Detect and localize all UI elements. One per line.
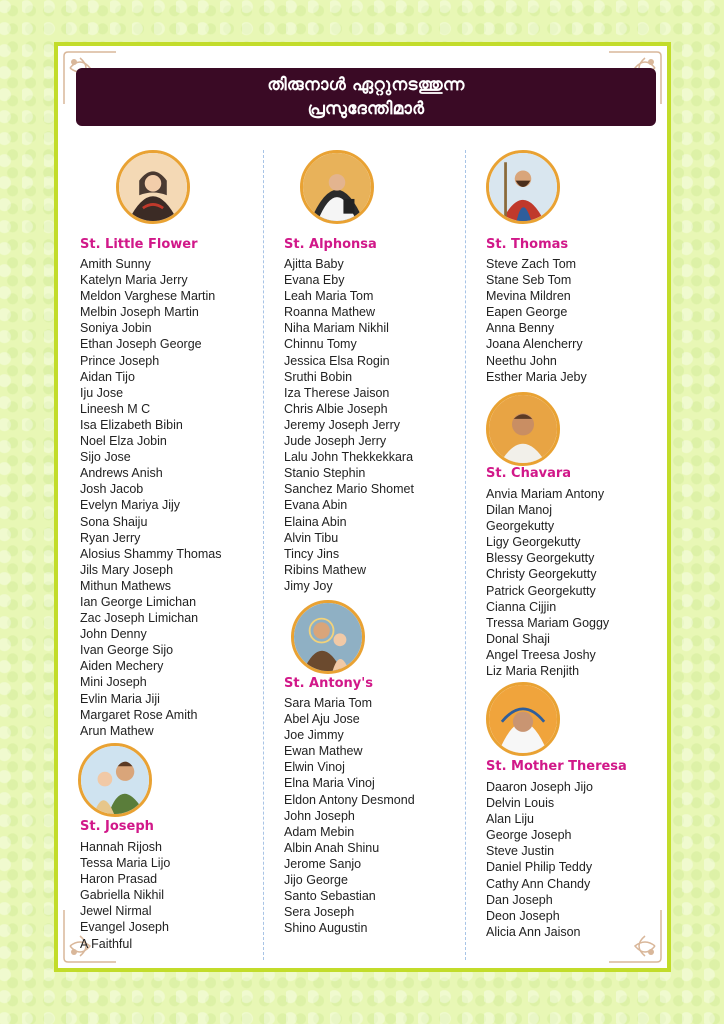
list-item: Evangel Joseph <box>80 920 169 935</box>
column-divider <box>465 150 466 960</box>
list-item: Jeremy Joseph Jerry <box>284 417 401 432</box>
list-item: Adam Mebin <box>284 824 355 839</box>
list-item: Mevina Mildren <box>486 289 571 304</box>
list-item: Ethan Joseph George <box>80 337 202 352</box>
list-item: Evelyn Mariya Jijy <box>80 498 181 513</box>
list-item: Evlin Maria Jiji <box>80 691 160 706</box>
list-item: Mithun Mathews <box>80 578 172 593</box>
list-item: Sara Maria Tom <box>284 696 372 710</box>
list-item: Steve Zach Tom <box>486 257 577 271</box>
name-list <box>486 256 587 385</box>
list-item: Margaret Rose Amith <box>80 707 198 722</box>
list-item: Josh Jacob <box>80 482 144 497</box>
list-item: Elwin Vinoj <box>284 760 345 775</box>
list-item: Christy Georgekutty <box>486 567 597 582</box>
list-item: Jessica Elsa Rogin <box>284 353 390 368</box>
list-item: Abel Aju Jose <box>284 712 360 727</box>
list-item: Esther Maria Jeby <box>486 369 587 384</box>
list-item: Evana Eby <box>284 273 345 288</box>
list-item: Amith Sunny <box>80 257 151 271</box>
list-item: Santo Sebastian <box>284 889 376 904</box>
list-item: Isa Elizabeth Bibin <box>80 417 183 432</box>
list-item: Georgekutty <box>486 519 555 534</box>
list-item: Tressa Mariam Goggy <box>486 615 610 630</box>
list-item: Anvia Mariam Antony <box>486 487 605 501</box>
list-item: Tessa Maria Lijo <box>80 856 171 871</box>
list-item: John Denny <box>80 627 147 642</box>
name-list <box>486 486 609 679</box>
list-item: Haron Prasad <box>80 872 158 887</box>
saint-title: St. Joseph <box>80 819 154 834</box>
list-item: Zac Joseph Limichan <box>80 611 199 626</box>
list-item: Gabriella Nikhil <box>80 888 165 903</box>
list-item: Ligy Georgekutty <box>486 535 581 550</box>
banner-line-1: തിരുനാൾ ഏറ്റുനടത്തുന്ന <box>267 75 465 95</box>
column-divider <box>263 150 264 960</box>
list-item: Mini Joseph <box>80 675 147 690</box>
saint-title: St. Antony's <box>284 676 373 691</box>
list-item: Evana Abin <box>284 498 348 513</box>
list-item: Deon Joseph <box>486 908 560 923</box>
corner-ornament-icon <box>605 906 665 966</box>
list-item: Arun Mathew <box>80 723 154 738</box>
list-item: Ryan Jerry <box>80 530 141 545</box>
list-item: Elna Maria Vinoj <box>284 776 375 791</box>
list-item: Iju Jose <box>80 385 124 400</box>
list-item: Dan Joseph <box>486 892 553 907</box>
list-item: Blessy Georgekutty <box>486 551 595 566</box>
list-item: Soniya Jobin <box>80 321 152 336</box>
list-item: George Joseph <box>486 828 572 843</box>
saint-title: St. Little Flower <box>80 237 198 252</box>
header-banner <box>76 68 656 126</box>
list-item: Albin Anah Shinu <box>284 840 380 855</box>
name-list <box>80 839 170 952</box>
poster-frame <box>54 42 671 972</box>
list-item: Anna Benny <box>486 321 555 336</box>
list-item: Sijo Jose <box>80 450 131 465</box>
list-item: Ewan Mathew <box>284 744 363 759</box>
list-item: Stane Seb Tom <box>486 273 572 288</box>
list-item: Jils Mary Joseph <box>80 562 174 577</box>
list-item: Sruthi Bobin <box>284 369 353 384</box>
list-item: Chris Albie Joseph <box>284 401 388 416</box>
list-item: Liz Maria Renjith <box>486 664 580 679</box>
list-item: Eapen George <box>486 305 568 320</box>
list-item: Elaina Abin <box>284 514 347 529</box>
list-item: Sanchez Mario Shomet <box>284 482 414 497</box>
list-item: Alicia Ann Jaison <box>486 924 581 939</box>
list-item: Cathy Ann Chandy <box>486 876 591 891</box>
st-joseph-portrait-icon <box>78 743 152 817</box>
st-alphonsa-portrait-icon <box>300 150 374 224</box>
name-list <box>284 256 414 594</box>
list-item: Jijo George <box>284 873 348 888</box>
list-item: Andrews Anish <box>80 466 163 481</box>
list-item: Melbin Joseph Martin <box>80 305 199 320</box>
banner-line-2: പ്രസുദേന്തിമാർ <box>307 99 425 119</box>
list-item: Cianna Cijjin <box>486 599 557 614</box>
st-mother-theresa-portrait-icon <box>486 682 560 756</box>
list-item: Lineesh M C <box>80 401 151 416</box>
list-item: Alan Liju <box>486 812 534 827</box>
list-item: Sona Shaiju <box>80 514 148 529</box>
st-antony-portrait-icon <box>291 600 365 674</box>
list-item: Sera Joseph <box>284 905 355 920</box>
list-item: Jerome Sanjo <box>284 856 362 871</box>
list-item: Alvin Tibu <box>284 530 339 545</box>
list-item: Donal Shaji <box>486 631 550 646</box>
list-item: Jewel Nirmal <box>80 904 152 919</box>
list-item: Roanna Mathew <box>284 305 376 320</box>
list-item: Lalu John Thekkekkara <box>284 450 414 465</box>
list-item: Meldon Varghese Martin <box>80 289 216 304</box>
list-item: Noel Elza Jobin <box>80 434 167 449</box>
list-item: Shino Augustin <box>284 921 368 936</box>
name-list <box>486 779 593 940</box>
st-chavara-portrait-icon <box>486 392 560 466</box>
list-item: Ivan George Sijo <box>80 643 174 658</box>
list-item: Daniel Philip Teddy <box>486 860 593 875</box>
list-item: Daaron Joseph Jijo <box>486 780 594 794</box>
list-item: Jude Joseph Jerry <box>284 434 387 449</box>
saint-title: St. Alphonsa <box>284 237 377 252</box>
list-item: Steve Justin <box>486 844 555 859</box>
list-item: Tincy Jins <box>284 546 340 561</box>
list-item: Iza Therese Jaison <box>284 385 390 400</box>
list-item: Katelyn Maria Jerry <box>80 273 188 288</box>
saint-title: St. Thomas <box>486 237 569 252</box>
st-little-flower-portrait-icon <box>116 150 190 224</box>
list-item: A Faithful <box>80 936 133 951</box>
list-item: Angel Treesa Joshy <box>486 647 596 662</box>
list-item: Delvin Louis <box>486 796 555 811</box>
list-item: Leah Maria Tom <box>284 289 374 304</box>
list-item: Prince Joseph <box>80 353 160 368</box>
list-item: Neethu John <box>486 353 557 368</box>
saint-title: St. Mother Theresa <box>486 759 627 774</box>
list-item: Stanio Stephin <box>284 466 366 481</box>
list-item: Dilan Manoj <box>486 503 553 518</box>
list-item: Eldon Antony Desmond <box>284 792 415 807</box>
list-item: Chinnu Tomy <box>284 337 357 352</box>
st-thomas-portrait-icon <box>486 150 560 224</box>
list-item: Ian George Limichan <box>80 594 197 609</box>
name-list <box>284 695 415 936</box>
list-item: Niha Mariam Nikhil <box>284 321 389 336</box>
list-item: Joana Alencherry <box>486 337 583 352</box>
list-item: John Joseph <box>284 808 355 823</box>
list-item: Jimy Joy <box>284 578 333 593</box>
list-item: Ribins Mathew <box>284 562 366 577</box>
list-item: Patrick Georgekutty <box>486 583 596 598</box>
list-item: Joe Jimmy <box>284 728 344 743</box>
list-item: Alosius Shammy Thomas <box>80 546 222 561</box>
list-item: Aiden Mechery <box>80 659 164 674</box>
name-list <box>80 256 222 739</box>
list-item: Aidan Tijo <box>80 369 135 384</box>
list-item: Hannah Rijosh <box>80 840 162 854</box>
saint-title: St. Chavara <box>486 466 572 481</box>
list-item: Ajitta Baby <box>284 257 344 271</box>
